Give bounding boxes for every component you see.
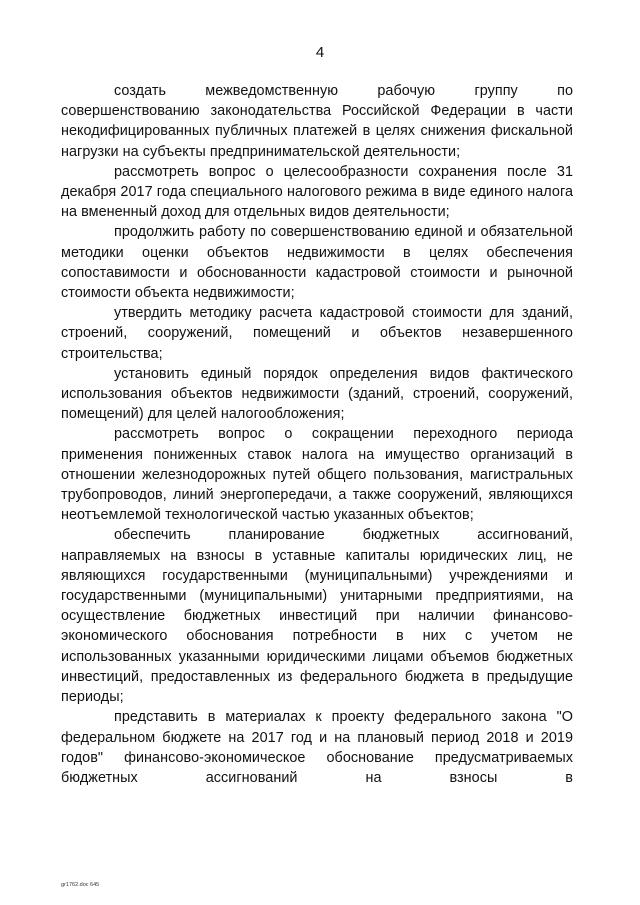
- paragraph-reduced-rates-period: рассмотреть вопрос о сокращении переходного периода применения пониженных ставок налога на имущество организаций в отношении железнодорожных путей общего пользования, магистральных трубопроводов, линий энергопередачи, а также сооружений, являющихся неотъемлемой технологической частью указанных объектов;: [61, 426, 573, 524]
- paragraph-cadastral-cost-method: утвердить методику расчета кадастровой стоимости для зданий, строений, сооружений, помещений и объектов незавершенного строительства;: [61, 305, 573, 362]
- paragraph-federal-budget-law: представить в материалах к проекту федерального закона "О федеральном бюджете на 2017 год и на плановый период 2018 и 2019 годов" финансово-экономическое обоснование предусматриваемых бюджетных ассигнований на взносы в: [61, 709, 573, 786]
- page-number: 4: [315, 44, 325, 61]
- paragraph-budget-allocations: обеспечить планирование бюджетных ассигнований, направляемых на взносы в уставные капиталы юридических лиц, не являющихся государственными (муниципальными) учреждениями и государственными (муниципальными) унитарными предприятиями, на осуществление бюджетных инвестиций при наличии финансово-экономического обоснования потребности в них с учетом не использованных указанными юридическими лицами объемов бюджетных инвестиций, предоставленных из федерального бюджета в предыдущие периоды;: [61, 527, 573, 706]
- paragraph-valuation-methodology: продолжить работу по совершенствованию единой и обязательной методики оценки объектов недвижимости в целях обеспечения сопоставимости и обоснованности кадастровой стоимости и рыночной стоимости объекта недвижимости;: [61, 224, 573, 302]
- paragraph-working-group: создать межведомственную рабочую группу по совершенствованию законодательства Российской Федерации в части некодифицированных публичных платежей в целях снижения фискальной нагрузки на субъекты предпринимательской деятельности;: [61, 83, 573, 160]
- paragraph-single-tax-imputed-income: рассмотреть вопрос о целесообразности сохранения после 31 декабря 2017 года специального налогового режима в виде единого налога на вмененный доход для отдельных видов деятельности;: [61, 163, 573, 221]
- paragraph-actual-use-procedure: установить единый порядок определения видов фактического использования объектов недвижимости (зданий, строений, сооружений, помещений) для целей налогообложения;: [61, 365, 573, 423]
- file-reference-footer: gr1762.doc 645: [61, 882, 100, 888]
- document-body: [61, 81, 573, 788]
